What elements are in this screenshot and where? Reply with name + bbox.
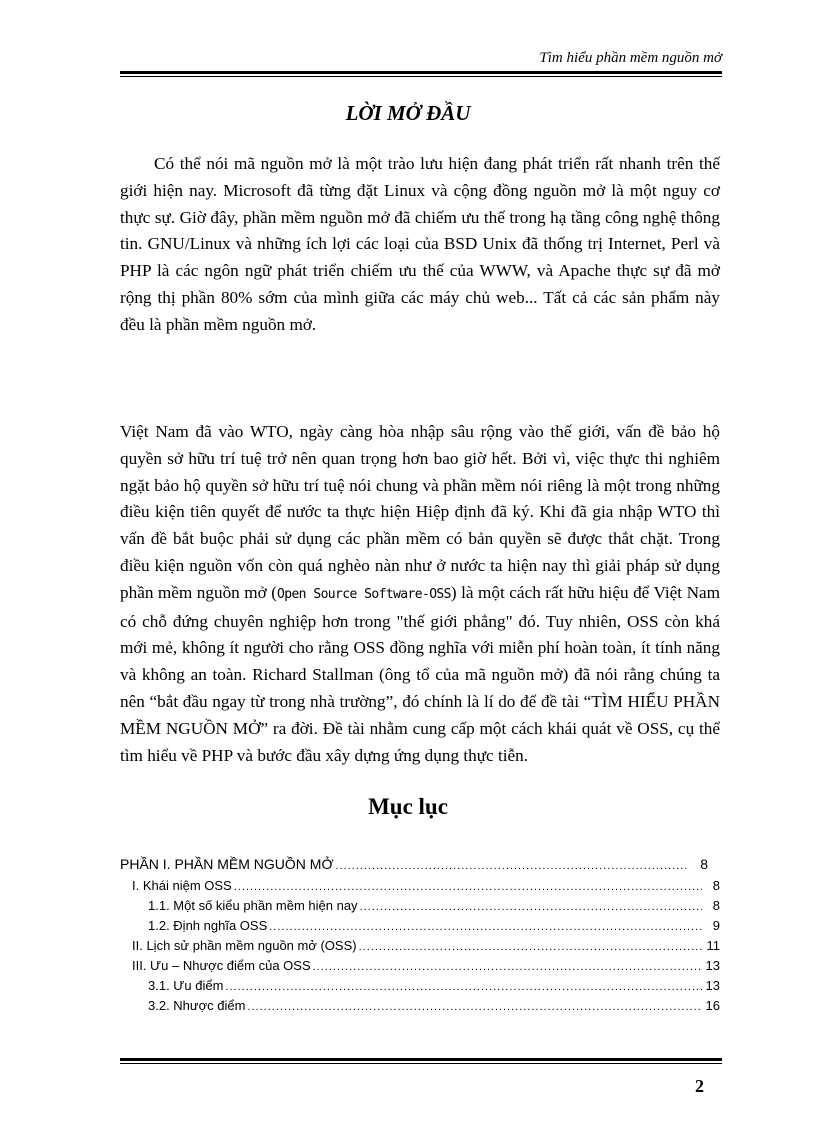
toc-entry-label: II. Lịch sử phần mềm nguồn mở (OSS) xyxy=(132,938,357,953)
toc-leader-dots xyxy=(247,1001,702,1013)
footer-rule-thick xyxy=(120,1058,722,1061)
oss-term: Open Source Software-OSS xyxy=(277,586,451,602)
toc-entry-label: 3.2. Nhược điểm xyxy=(148,998,246,1013)
paragraph-2-text-b: ) là một cách rất hữu hiệu để Việt Nam có chỗ đứng chuyên nghiệp hơn trong "thế giới phẳng" đó. Tuy nhiên, OSS còn khá mới mẻ, không ít người cho rằng OSS đồng nghĩa với miễn phí hoàn toàn, ít tính năng và không an toàn. Richard Stallman (ông tổ của mã nguồn mở) đã nói rằng chúng ta nên “bắt đầu ngay từ trong nhà trường”, đó chính là lí do để đề tài “TÌM HIỂU PHẦN MỀM NGUỒN MỞ” ra đời. Đề tài nhằm cung cấp một cách khái quát về OSS, cụ thể tìm hiểu về PHP và bước đầu xây dựng ứng dụng thực tiễn. xyxy=(120,582,720,765)
toc-entry-page: 16 xyxy=(705,998,720,1013)
toc-leader-dots xyxy=(360,901,702,913)
toc-leader-dots xyxy=(225,981,702,993)
toc-entry-page: 11 xyxy=(706,938,720,953)
toc-entry[interactable] xyxy=(120,878,720,898)
toc-entry[interactable] xyxy=(120,856,720,878)
toc-entry[interactable] xyxy=(120,998,720,1018)
toc-entry-label: III. Ưu – Nhược điểm của OSS xyxy=(132,958,311,973)
toc-heading: Mục lục xyxy=(368,794,448,819)
intro-paragraph-2 xyxy=(120,419,720,769)
page-header-title: Tìm hiểu phần mềm nguồn mở xyxy=(539,50,722,66)
intro-title: LỜI MỞ ĐẦU xyxy=(345,101,471,125)
toc-entry-label: 1.1. Một số kiểu phần mềm hiện nay xyxy=(148,898,358,913)
header-rule-thick xyxy=(120,71,722,74)
toc-entry-label: 3.1. Ưu điểm xyxy=(148,978,224,993)
toc-entry-page: 8 xyxy=(700,856,708,872)
toc-leader-dots xyxy=(269,921,702,933)
toc-leader-dots xyxy=(335,860,686,872)
toc-entry-page: 8 xyxy=(712,878,720,893)
toc-entry[interactable] xyxy=(120,898,720,918)
toc-entry-label: PHẦN I. PHẦN MỀM NGUỒN MỞ xyxy=(120,856,334,872)
footer-rule-thin xyxy=(120,1063,722,1064)
toc-entry-page: 13 xyxy=(705,978,720,993)
toc-leader-dots xyxy=(313,961,702,973)
toc-leader-dots xyxy=(234,881,702,893)
toc-entry-page: 13 xyxy=(705,958,720,973)
toc-entry-label: I. Khái niệm OSS xyxy=(132,878,232,893)
toc-leader-dots xyxy=(359,941,702,953)
intro-paragraph-1: Có thể nói mã nguồn mở là một trào lưu hiện đang phát triển rất nhanh trên thế giới hiện nay. Microsoft đã từng đặt Linux và cộng đồng nguồn mở là một nguy cơ thực sự. Giờ đây, phần mềm nguồn mở đã chiếm ưu thế trong hạ tầng công nghệ thông tin. GNU/Linux và những ích lợi các loại của BSD Unix đã thống trị Internet, Perl và PHP là các ngôn ngữ phát triển chiếm ưu thế của WWW, và Apache thực sự đã mở rộng thị phần 80% sớm của mình giữa các máy chủ web... Tất cả các sản phẩm này đều là phần mềm nguồn mở. xyxy=(120,154,720,334)
toc-entry[interactable] xyxy=(120,938,720,958)
toc-entry[interactable] xyxy=(120,918,720,938)
toc-entry-page: 9 xyxy=(712,918,720,933)
toc-entry-page: 8 xyxy=(712,898,720,913)
table-of-contents xyxy=(120,856,720,1018)
paragraph-2-text-a: Việt Nam đã vào WTO, ngày càng hòa nhập sâu rộng vào thế giới, vấn đề bảo hộ quyền sở hữu trí tuệ trở nên quan trọng hơn bao giờ hết. Bởi vì, việc thực thi nghiêm ngặt bảo hộ quyền sở hữu trí tuệ nói chung và phần mềm nói riêng là một trong những điều kiện tiên quyết để nước ta thực hiện Hiệp định đã ký. Khi đã gia nhập WTO thì vấn đề bắt buộc phải sử dụng các phần mềm có bản quyền sẽ được thắt chặt. Trong điều kiện nguồn vốn còn quá nghèo nàn như ở nước ta hiện nay thì giải pháp sử dụng phần mềm nguồn mở ( xyxy=(120,422,720,602)
page-number: 2 xyxy=(695,1076,704,1096)
toc-entry[interactable] xyxy=(120,978,720,998)
toc-entry-label: 1.2. Định nghĩa OSS xyxy=(148,918,268,933)
header-rule-thin xyxy=(120,76,722,77)
toc-entry[interactable] xyxy=(120,958,720,978)
